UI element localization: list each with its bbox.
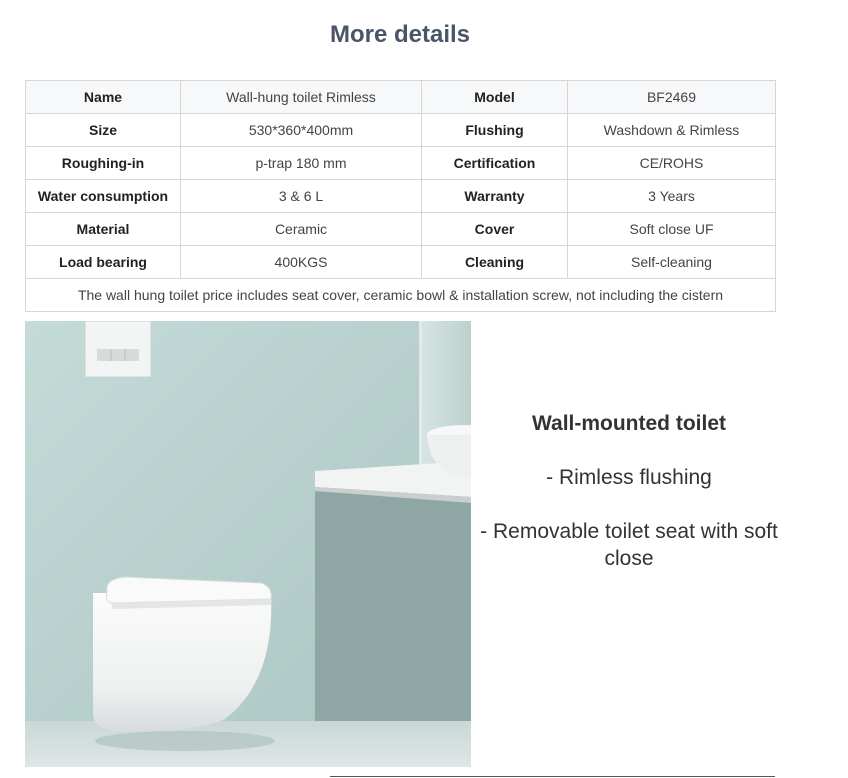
table-row: [26, 114, 776, 147]
spec-value: Washdown & Rimless: [568, 114, 776, 147]
spec-value: BF2469: [568, 81, 776, 114]
spec-label: Size: [26, 114, 181, 147]
spec-table: [25, 80, 776, 312]
spec-label: Water consumption: [26, 180, 181, 213]
spec-value: CE/ROHS: [568, 147, 776, 180]
spec-label: Load bearing: [26, 246, 181, 279]
feature-panel: [471, 410, 787, 599]
spec-value: Ceramic: [181, 213, 422, 246]
spec-value: Self-cleaning: [568, 246, 776, 279]
spec-label: Material: [26, 213, 181, 246]
feature-point: - Removable toilet seat with soft close: [480, 520, 778, 570]
spec-value: Soft close UF: [568, 213, 776, 246]
toilet-photo-illustration: [25, 321, 471, 767]
table-row: [26, 147, 776, 180]
spec-label: Model: [422, 81, 568, 114]
table-row: [26, 213, 776, 246]
table-note: The wall hung toilet price includes seat cover, ceramic bowl & installation screw, not including the cistern: [26, 279, 776, 312]
product-photo: [25, 321, 471, 767]
spec-label: Cover: [422, 213, 568, 246]
feature-point: - Rimless flushing: [546, 466, 712, 489]
table-row: [26, 81, 776, 114]
spec-label: Name: [26, 81, 181, 114]
table-row: [26, 246, 776, 279]
divider: [330, 776, 775, 777]
spec-label: Certification: [422, 147, 568, 180]
table-row: [26, 180, 776, 213]
spec-label: Cleaning: [422, 246, 568, 279]
spec-value: 530*360*400mm: [181, 114, 422, 147]
table-note-row: [26, 279, 776, 312]
spec-value: p-trap 180 mm: [181, 147, 422, 180]
spec-value: 400KGS: [181, 246, 422, 279]
spec-value: Wall-hung toilet Rimless: [181, 81, 422, 114]
spec-value: 3 & 6 L: [181, 180, 422, 213]
spec-value: 3 Years: [568, 180, 776, 213]
page-title: More details: [329, 21, 471, 48]
spec-label: Roughing-in: [26, 147, 181, 180]
feature-heading: Wall-mounted toilet: [531, 412, 727, 435]
spec-label: Warranty: [422, 180, 568, 213]
spec-label: Flushing: [422, 114, 568, 147]
